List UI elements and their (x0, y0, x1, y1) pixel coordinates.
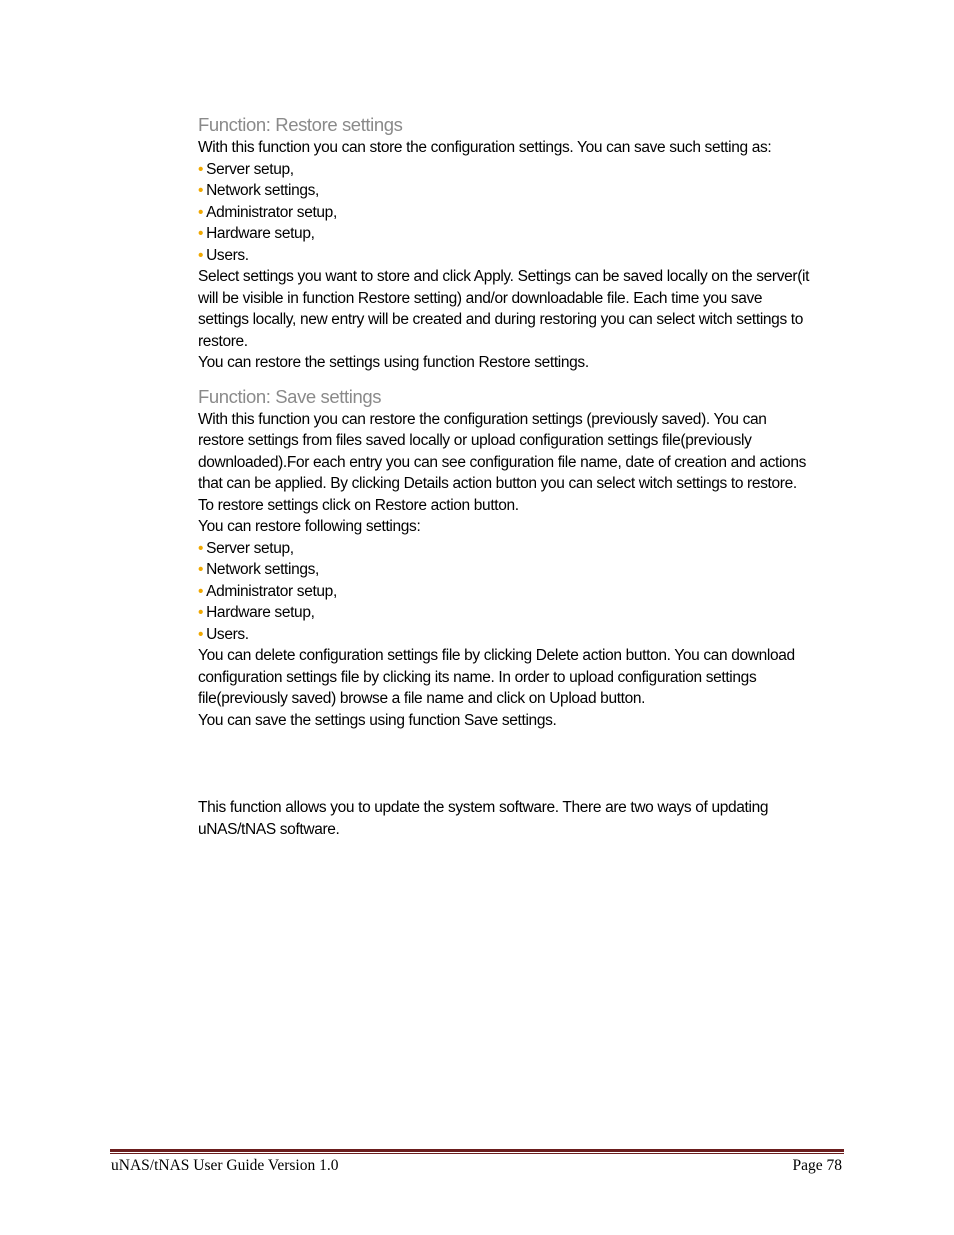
section-spacer (198, 374, 848, 385)
list-item-text: Network settings, (206, 182, 320, 199)
list-item-text: Users. (206, 246, 249, 264)
footer-divider-thin (110, 1153, 844, 1154)
paragraph-line: You can restore following settings: (198, 518, 421, 535)
paragraph-line: configuration settings file by clicking its name. In order to upload configuration settings (198, 668, 757, 686)
bullet-icon: • (198, 203, 204, 221)
paragraph-line: uNAS/tNAS software. (198, 820, 340, 838)
paragraph-line: restore. (198, 332, 248, 350)
bullet-icon: • (198, 182, 204, 199)
list-item-text: Hardware setup, (206, 604, 315, 621)
restore-settings-section (198, 113, 848, 374)
list-item-text: Hardware setup, (206, 225, 315, 242)
list-item (198, 159, 848, 181)
list-item (198, 223, 848, 245)
list-item-text: Administrator setup, (206, 203, 337, 221)
paragraph-line: file(previously saved) browse a file name and click on Upload button. (198, 690, 646, 707)
list-item (198, 581, 848, 603)
bullet-icon: • (198, 539, 204, 557)
bullet-icon: • (198, 625, 204, 643)
paragraph-line: You can delete configuration settings file by clicking Delete action button. You can download (198, 647, 795, 664)
paragraph-line: This function allows you to update the system software. There are two ways of updating (198, 799, 769, 816)
paragraph-line: will be visible in function Restore setting) and/or downloadable file. Each time you save (198, 289, 763, 307)
bullet-icon: • (198, 225, 204, 242)
paragraph-line: You can save the settings using function Save settings. (198, 711, 557, 729)
paragraph-line: With this function you can restore the configuration settings (previously saved). You can (198, 410, 767, 428)
section-heading: Function: Save settings (198, 385, 382, 407)
footer-guide-title: uNAS/tNAS User Guide Version 1.0 (111, 1157, 339, 1174)
bullet-icon: • (198, 561, 204, 578)
list-item (198, 538, 848, 560)
paragraph-line: You can restore the settings using function Restore settings. (198, 354, 589, 371)
page-content (198, 113, 848, 840)
list-item-text: Server setup, (206, 160, 294, 178)
paragraph-line: Select settings you want to store and click Apply. Settings can be saved locally on the server(it (198, 268, 810, 285)
list-item-text: Users. (206, 625, 249, 643)
paragraph-line: downloaded).For each entry you can see configuration file name, date of creation and actions (198, 453, 807, 471)
list-item-text: Server setup, (206, 539, 294, 557)
list-item-text: Administrator setup, (206, 582, 337, 600)
list-item (198, 202, 848, 224)
list-item (198, 245, 848, 267)
section-heading: Function: Restore settings (198, 114, 403, 135)
bullet-list (198, 159, 848, 267)
footer-page-number: Page 78 (792, 1157, 842, 1174)
section-spacer (198, 731, 848, 797)
paragraph-line: To restore settings click on Restore action button. (198, 496, 519, 514)
bullet-list (198, 538, 848, 646)
list-item-text: Network settings, (206, 561, 320, 578)
footer-divider (110, 1149, 844, 1152)
paragraph-line: With this function you can store the configuration settings. You can save such setting as: (198, 139, 772, 156)
bullet-icon: • (198, 160, 204, 178)
bullet-icon: • (198, 582, 204, 600)
save-settings-section (198, 385, 848, 732)
paragraph-line: restore settings from files saved locally or upload configuration settings file(previously (198, 432, 752, 449)
bullet-icon: • (198, 604, 204, 621)
bullet-icon: • (198, 246, 204, 264)
paragraph-line: settings locally, new entry will be created and during restoring you can select witch settings to (198, 311, 804, 328)
list-item (198, 602, 848, 624)
update-section (198, 797, 848, 840)
list-item (198, 559, 848, 581)
list-item (198, 180, 848, 202)
list-item (198, 624, 848, 646)
paragraph-line: that can be applied. By clicking Details action button you can select witch settings to restore. (198, 475, 797, 492)
